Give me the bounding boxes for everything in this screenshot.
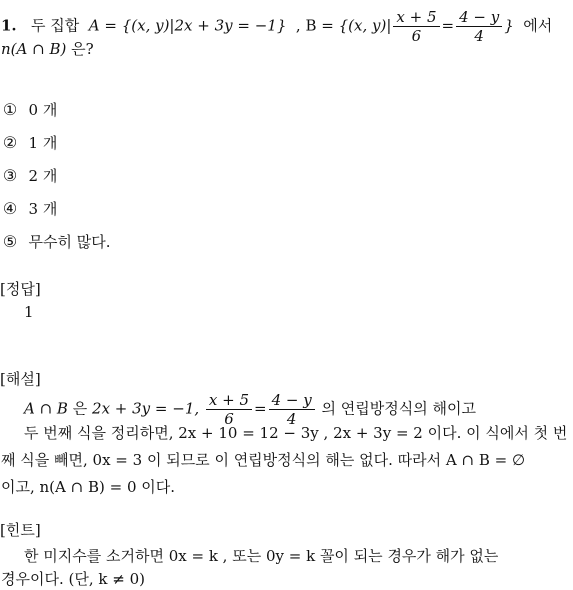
fraction-denominator: 4 — [474, 27, 484, 45]
explanation-label: [해설] — [0, 370, 41, 388]
option-3[interactable] — [1, 165, 57, 187]
answer-value: 1 — [24, 303, 34, 321]
fraction-denominator: 4 — [286, 410, 297, 428]
explanation-equation: 2x + 3y = −1, — [92, 399, 200, 418]
problem-intro: 두 집합 — [30, 16, 80, 35]
fraction-numerator: 4 − y — [456, 8, 502, 27]
option-4[interactable] — [1, 198, 57, 220]
option-marker: ① — [2, 100, 18, 119]
option-5[interactable] — [1, 231, 111, 253]
problem-line-2 — [1, 38, 94, 60]
explanation-equals: = — [254, 399, 267, 418]
set-b-right: } — [504, 16, 514, 35]
option-label: 0 개 — [28, 101, 58, 119]
explanation-intersection: A ∩ B — [24, 399, 68, 418]
problem-question-text: 은? — [71, 40, 94, 58]
option-marker: ② — [2, 133, 18, 152]
option-2[interactable] — [1, 132, 57, 154]
problem-number: 1. — [1, 16, 17, 35]
hint-line-2: 경우이다. (단, k ≠ 0) — [1, 570, 145, 588]
option-marker: ③ — [2, 166, 18, 185]
fraction-numerator: x + 5 — [206, 391, 252, 410]
hint-label: [힌트] — [0, 521, 41, 539]
fraction-denominator: 6 — [411, 27, 422, 45]
set-b-equals: = — [441, 16, 455, 35]
set-b-left: {(x, y)| — [338, 16, 392, 35]
hint-line-1: 한 미지수를 소거하면 0x = k , 또는 0y = k 꼴이 되는 경우가 해가 없는 — [24, 547, 499, 565]
option-label: 2 개 — [28, 167, 58, 185]
fraction-numerator: x + 5 — [393, 8, 439, 27]
fraction-denominator: 6 — [224, 410, 234, 428]
set-a-expression: A = {(x, y)|2x + 3y = −1} — [88, 16, 287, 35]
option-marker: ④ — [2, 199, 18, 218]
problem-suffix: 에서 — [523, 16, 553, 35]
explanation-text-1: 은 — [72, 399, 88, 418]
set-b-separator: , B = — [295, 16, 334, 35]
option-label: 1 개 — [28, 134, 58, 152]
set-b-fraction-1 — [393, 8, 439, 45]
explanation-text-2: 의 연립방정식의 해이고 — [321, 399, 476, 418]
explanation-line-3: 째 식을 빼면, 0x = 3 이 되므로 이 연립방정식의 해는 없다. 따라서 A ∩ B = ∅ — [1, 451, 526, 469]
option-label: 무수히 많다. — [28, 233, 111, 251]
set-b-fraction-2 — [456, 8, 502, 45]
explanation-line-2: 두 번째 식을 정리하면, 2x + 10 = 12 − 3y , 2x + 3y = 2 이다. 이 식에서 첫 번 — [24, 424, 568, 442]
option-1[interactable] — [1, 99, 57, 121]
problem-question-math: n(A ∩ B) — [1, 40, 67, 58]
option-label: 3 개 — [28, 200, 58, 218]
answer-label: [정답] — [0, 280, 41, 298]
fraction-numerator: 4 − y — [269, 391, 315, 410]
option-marker: ⑤ — [2, 232, 18, 251]
explanation-line-4: 이고, n(A ∩ B) = 0 이다. — [1, 478, 176, 496]
